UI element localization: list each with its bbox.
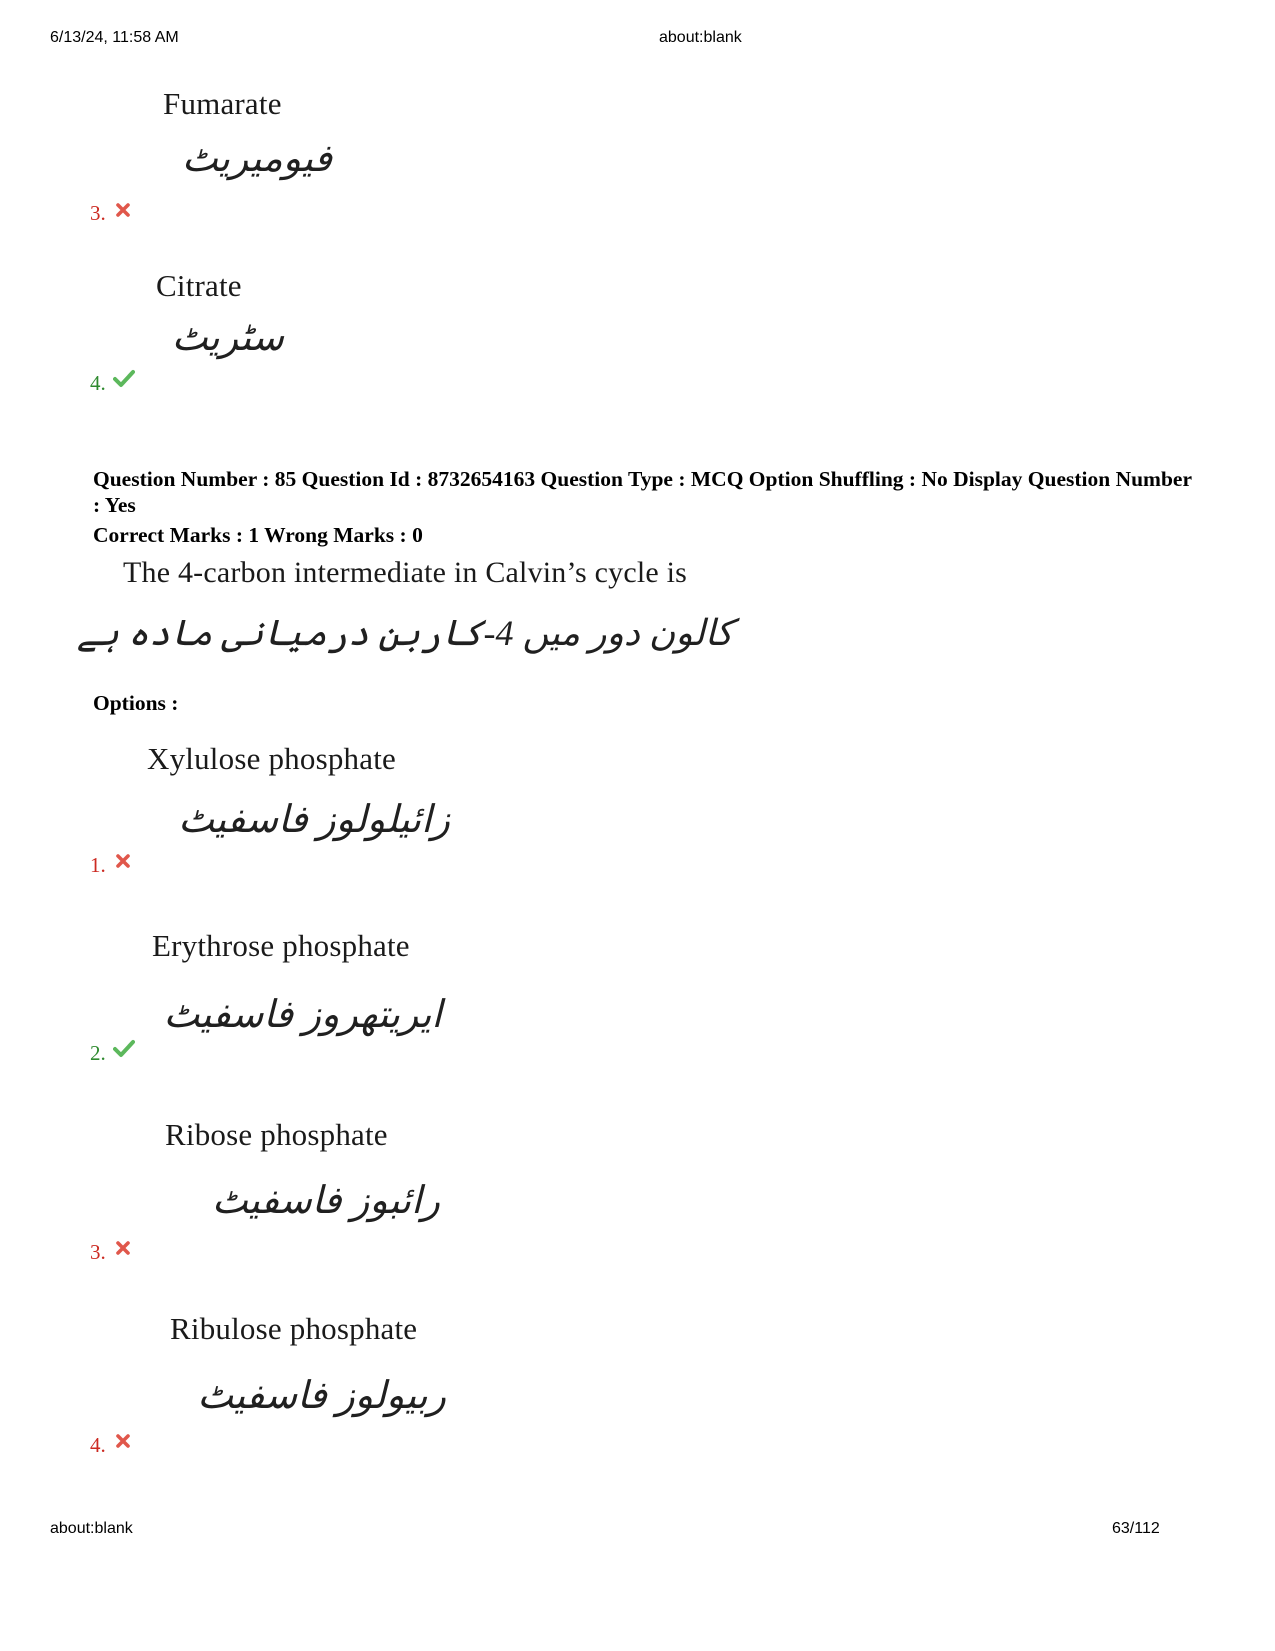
option-text-ur: ربیولوز فاسفیٹ [197,1375,446,1417]
option-text-ur: فیومیریٹ [182,138,332,180]
option-text-en: Citrate [156,268,242,303]
question-text-en: The 4-carbon intermediate in Calvin’s cycle is [123,556,688,589]
print-page-number: 63/112 [1112,1520,1160,1537]
option-text-ur: زائیلولوز فاسفیٹ [178,799,450,841]
cross-icon [115,853,131,869]
option-number: 2. [90,1041,106,1065]
check-icon [113,369,135,389]
question-marks: Correct Marks : 1 Wrong Marks : 0 [93,523,423,547]
option-text-en: Fumarate [163,86,282,121]
cross-icon [115,1240,131,1256]
cross-icon [115,1433,131,1449]
option-text-ur: ایریتھروز فاسفیٹ [163,994,442,1036]
print-title: about:blank [659,29,742,46]
option-number: 4. [90,371,106,395]
option-text-en: Erythrose phosphate [152,928,410,963]
option-number: 3. [90,201,106,225]
option-number: 1. [90,853,106,877]
check-icon [113,1039,135,1059]
option-number: 4. [90,1433,106,1457]
option-text-ur: سٹریٹ [171,317,284,359]
question-meta: Question Number : 85 Question Id : 8732654163 Question Type : MCQ Option Shuffling : No Display Question Number : Yes [93,467,1192,517]
option-text-en: Ribose phosphate [165,1117,388,1152]
print-datetime: 6/13/24, 11:58 AM [50,29,179,46]
option-text-ur: رائبوز فاسفیٹ [211,1180,440,1222]
option-text-en: Xylulose phosphate [147,741,396,776]
question-text-ur: کالون دور میں 4-کاربن درمیانی مادہ ہے [76,613,733,653]
option-number: 3. [90,1240,106,1264]
option-text-en: Ribulose phosphate [170,1311,418,1346]
cross-icon [115,202,131,218]
options-label: Options : [93,691,179,715]
print-footer-url: about:blank [50,1520,133,1537]
